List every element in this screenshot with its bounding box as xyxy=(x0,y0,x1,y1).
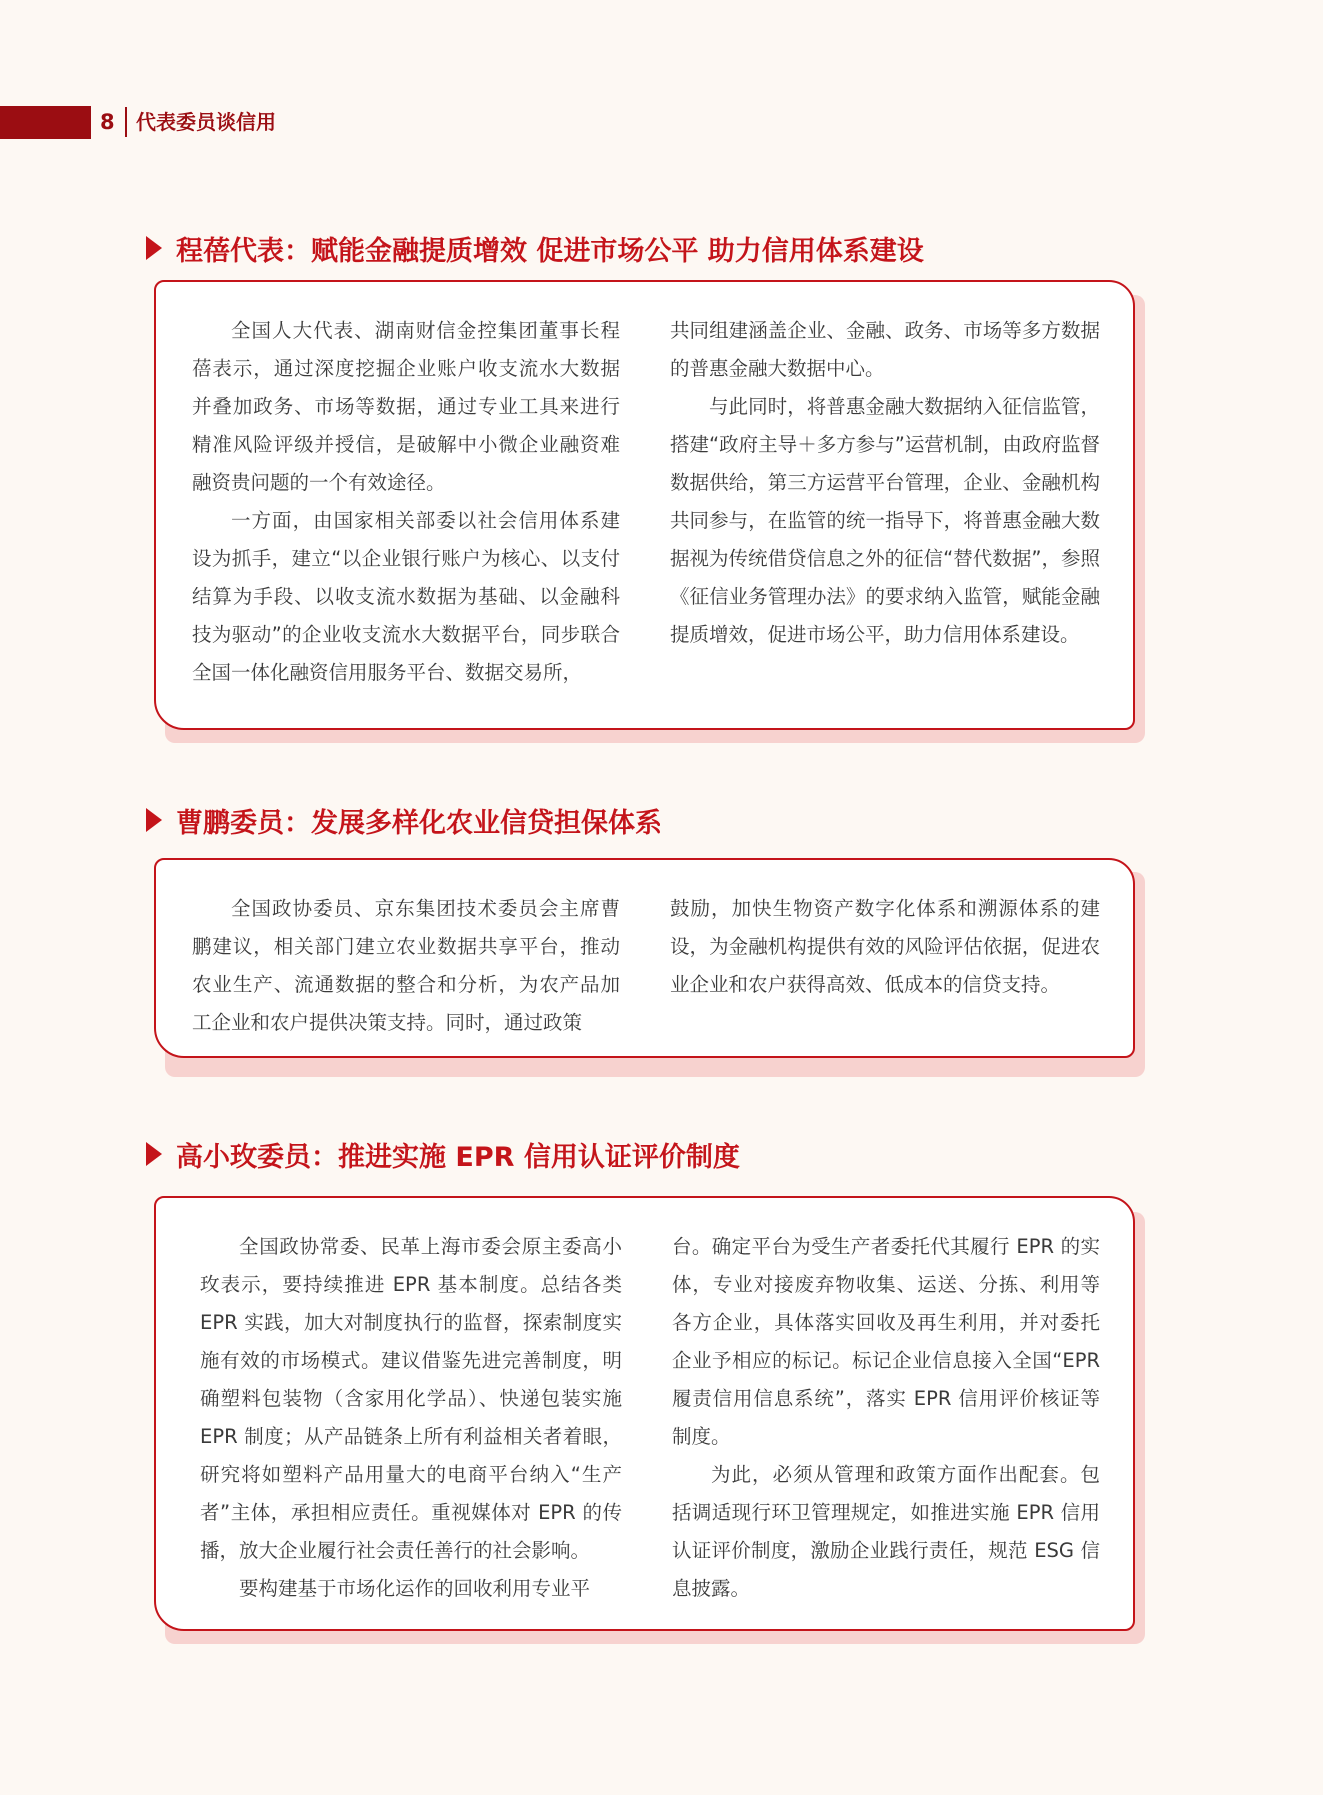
paragraph: 鼓励，加快生物资产数字化体系和溯源体系的建设，为金融机构提供有效的风险评估依据，促进农业企业和农户获得高效、低成本的信贷支持。 xyxy=(670,897,1100,996)
header-accent-bar xyxy=(0,106,91,139)
section-3-card xyxy=(154,1196,1135,1631)
triangle-marker-icon xyxy=(146,235,164,261)
right-column xyxy=(672,1228,1100,1608)
paragraph: 全国政协委员、京东集团技术委员会主席曹鹏建议，相关部门建立农业数据共享平台，推动农业生产、流通数据的整合和分析，为农产品加工企业和农户提供决策支持。同时，通过政策 xyxy=(192,897,620,1034)
paragraph: 全国人大代表、湖南财信金控集团董事长程蓓表示，通过深度挖掘企业账户收支流水大数据并叠加政务、市场等数据，通过专业工具来进行精准风险评级并授信，是破解中小微企业融资难融资贵问题的一个有效途径。 xyxy=(192,319,620,494)
section-1-card xyxy=(154,280,1135,730)
paragraph: 一方面，由国家相关部委以社会信用体系建设为抓手，建立“以企业银行账户为核心、以支付结算为手段、以收支流水数据为基础、以金融科技为驱动”的企业收支流水大数据平台，同步联合全国一体化融资信用服务平台、数据交易所， xyxy=(192,509,620,684)
section-label: 代表委员谈信用 xyxy=(136,110,276,134)
paragraph: 台。确定平台为受生产者委托代其履行 EPR 的实体，专业对接废弃物收集、运送、分拣、利用等各方企业，具体落实回收及再生利用，并对委托企业予相应的标记。标记企业信息接入全国“EPR 履责信用信息系统”，落实 EPR 信用评价核证等制度。 xyxy=(672,1235,1100,1448)
section-2-card xyxy=(154,858,1135,1058)
left-column xyxy=(192,312,620,692)
left-column xyxy=(192,890,620,1042)
triangle-marker-icon xyxy=(146,807,164,833)
header-divider xyxy=(125,107,127,137)
section-3-title xyxy=(146,1134,740,1174)
right-column xyxy=(670,890,1100,1004)
paragraph: 共同组建涵盖企业、金融、政务、市场等多方数据的普惠金融大数据中心。 xyxy=(670,319,1100,380)
page-number: 8 xyxy=(100,110,115,134)
left-column xyxy=(200,1228,622,1608)
section-title-text: 程蓓代表：赋能金融提质增效 促进市场公平 助力信用体系建设 xyxy=(176,235,924,267)
section-title-text: 高小玫委员：推进实施 EPR 信用认证评价制度 xyxy=(176,1141,740,1173)
right-column xyxy=(670,312,1100,654)
paragraph: 与此同时，将普惠金融大数据纳入征信监管，搭建“政府主导＋多方参与”运营机制，由政府监督数据供给，第三方运营平台管理，企业、金融机构共同参与，在监管的统一指导下，将普惠金融大数据视为传统借贷信息之外的征信“替代数据”，参照《征信业务管理办法》的要求纳入监管，赋能金融提质增效，促进市场公平，助力信用体系建设。 xyxy=(670,395,1100,646)
paragraph: 全国政协常委、民革上海市委会原主委高小玫表示，要持续推进 EPR 基本制度。总结各类 EPR 实践，加大对制度执行的监督，探索制度实施有效的市场模式。建议借鉴先进完善制度，明确塑料包装物（含家用化学品）、快递包装实施 EPR 制度；从产品链条上所有利益相关者着眼，研究将如塑料产品用量大的电商平台纳入“生产者”主体，承担相应责任。重视媒体对 EPR 的传播，放大企业履行社会责任善行的社会影响。 xyxy=(200,1235,622,1562)
paragraph: 为此，必须从管理和政策方面作出配套。包括调适现行环卫管理规定，如推进实施 EPR 信用认证评价制度，激励企业践行责任，规范 ESG 信息披露。 xyxy=(672,1463,1100,1600)
paragraph: 要构建基于市场化运作的回收利用专业平 xyxy=(239,1577,591,1600)
triangle-marker-icon xyxy=(146,1141,164,1167)
section-1-title xyxy=(146,228,924,268)
section-2-title xyxy=(146,800,662,840)
section-title-text: 曹鹏委员：发展多样化农业信贷担保体系 xyxy=(176,807,662,839)
